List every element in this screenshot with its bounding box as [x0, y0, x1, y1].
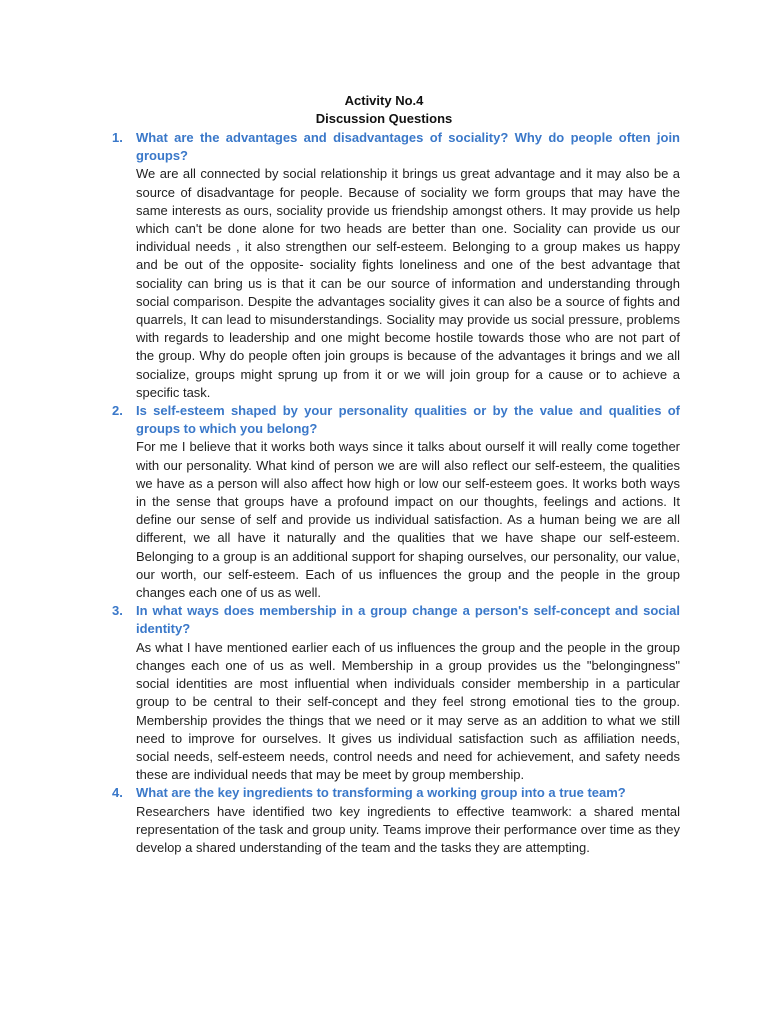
question-text: In what ways does membership in a group change a person's self-concept and social identity? — [136, 603, 680, 637]
question-item-4 — [112, 784, 680, 857]
question-text: Is self-esteem shaped by your personality qualities or by the value and qualities of groups to which you belong? — [136, 403, 680, 437]
question-number: 3. — [112, 603, 123, 619]
question-list — [112, 129, 680, 857]
answer-text: For me I believe that it works both ways since it talks about ourself it will really come together with our personality. What kind of person we are will also reflect our self-esteem, the qualities we have as a person will also affect how high or low our self-esteem goes. It works both ways in the sense that groups have a profound impact on our thoughts, feelings and actions. It define our sense of self and provide us individual satisfaction. As a human being we are all different, we all have it naturally and the qualities that we have shape our self-esteem. Belonging to a group is an additional support for shaping ourselves, our personality, our value, our worth, our self-esteem. Each of us influences the group and the people in the group changes each one of us as well. — [136, 439, 680, 601]
document-subtitle: Discussion Questions — [315, 111, 453, 126]
answer-text: Researchers have identified two key ingredients to effective teamwork: a shared mental representation of the task and group unity. Teams improve their performance over time as they develop a shared understanding of the team and the tasks they are attempting. — [136, 803, 680, 855]
question-number: 4. — [112, 785, 123, 801]
document-title: Activity No.4 — [344, 93, 424, 108]
question-item-1 — [112, 129, 680, 402]
question-item-3 — [112, 602, 680, 784]
question-text: What are the key ingredients to transforming a working group into a true team? — [136, 785, 626, 801]
answer-text: We are all connected by social relationship it brings us great advantage and it may also be a source of disadvantage for people. Because of sociality we form groups that may have the same interests as ours, sociality provide us friendship amongst others. It may provide us help which can't be done alone for two heads are better than one. Sociality can provide us our individual needs , it also strengthen our self-esteem. Belonging to a group makes us happy and be out of the opposite- sociality fights loneliness and one of the best advantage that sociality can bring us is that it can be our source of information and understanding through social comparison. Despite the advantages sociality gives it can also be a source of fights and quarrels, It can lead to misunderstandings. Sociality may provide us social pressure, problems with regards to leadership and one might become hostile towards those who are not part of the group. Why do people often join groups is because of the advantages it brings and we all socialize, groups might sprung up from it or we will join group for a cause or to achieve a specific task. — [136, 166, 680, 400]
question-text: What are the advantages and disadvantages of sociality? Why do people often join groups? — [136, 130, 680, 164]
question-number: 1. — [112, 130, 123, 145]
question-number: 2. — [112, 403, 123, 419]
question-item-2 — [112, 402, 680, 602]
answer-text: As what I have mentioned earlier each of us influences the group and the people in the group changes each one of us as well. Membership in a group provides us the "belongingness" social identities are most influential when individuals consider membership in a particular group to be central to their self-concept and they feel strong emotional ties to the group. Membership provides the things that we need or it may serve as an addition to what we still need to improve for ourselves. It gives us individual satisfaction such as affiliation needs, social needs, self-esteem needs, control needs and need for achievement, and safety needs these are individual needs that may be meet by group membership. — [136, 639, 680, 783]
